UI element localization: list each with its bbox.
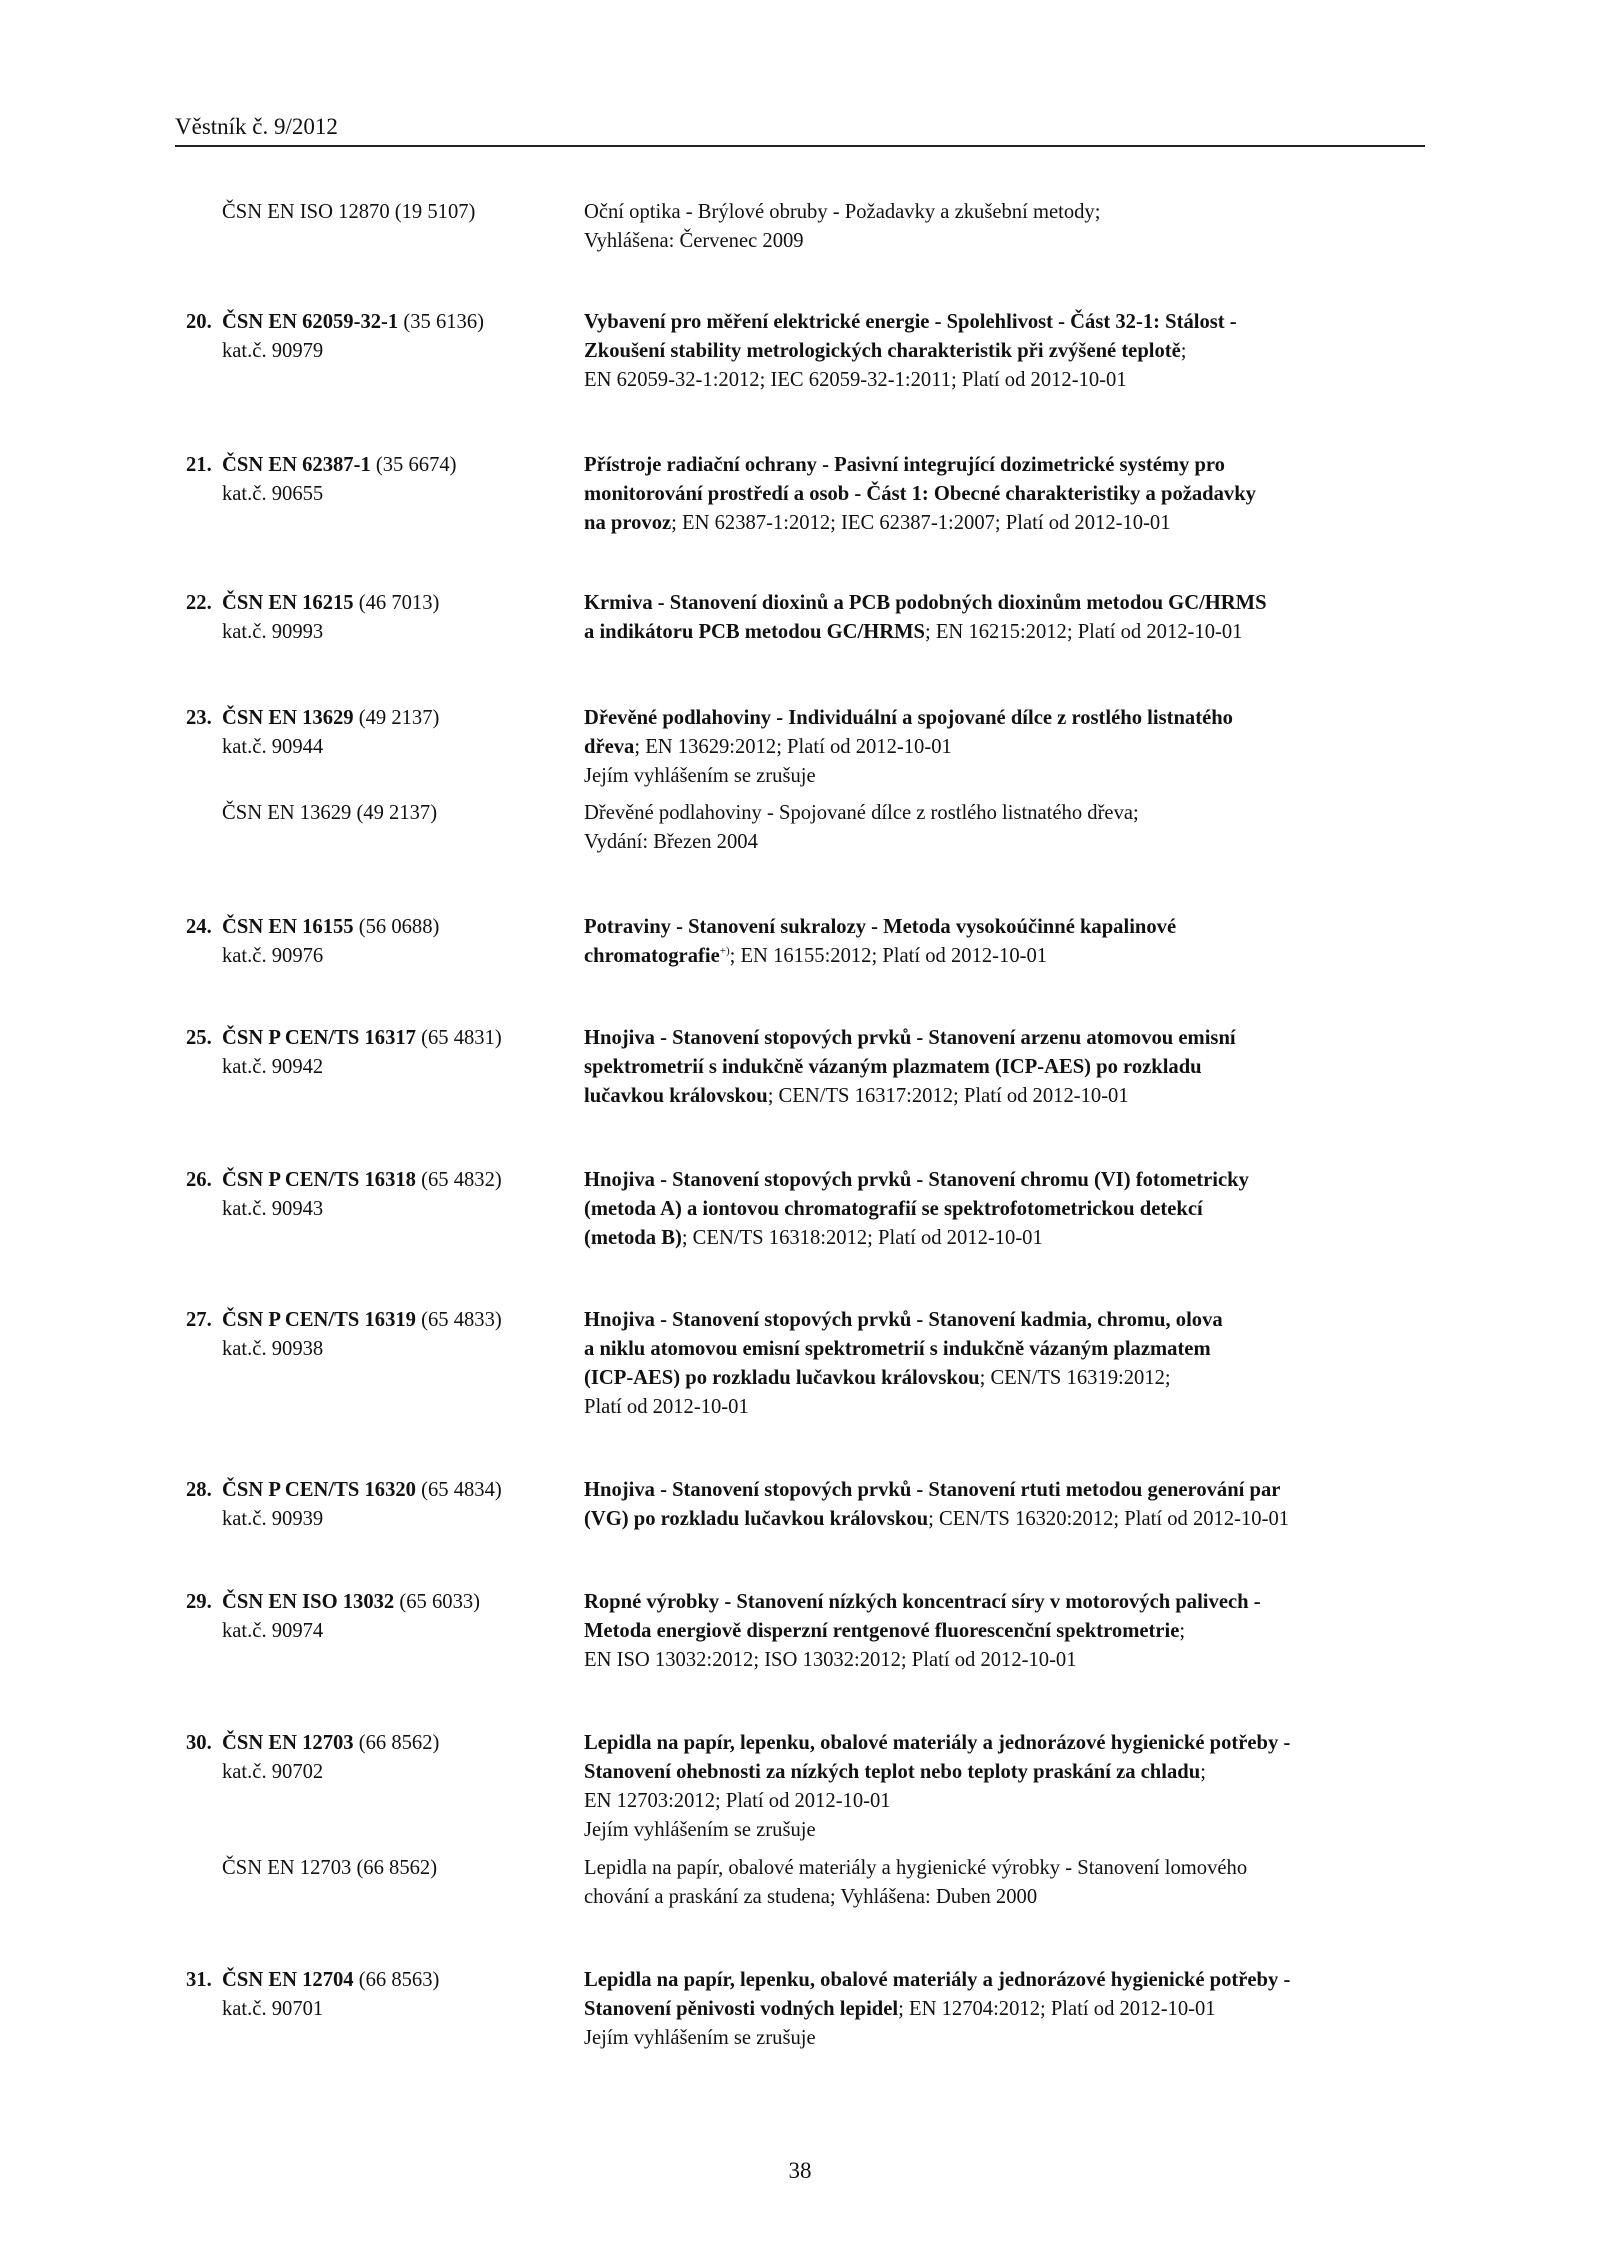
standard-title: Hnojiva - Stanovení stopových prvků - Stanovení kadmia, chromu, olova bbox=[584, 1309, 1223, 1331]
standard-title: chromatografie bbox=[584, 945, 720, 967]
standard-designation bbox=[186, 1729, 576, 1787]
standard-description bbox=[584, 451, 1444, 538]
standard-title: a niklu atomovou emisní spektrometrií s indukčně vázaným plazmatem bbox=[584, 1338, 1211, 1360]
entry-number: 30. bbox=[186, 1732, 212, 1754]
classification-code: (49 2137) bbox=[353, 707, 440, 729]
classification-code: (56 0688) bbox=[353, 916, 440, 938]
description-line bbox=[584, 1854, 1444, 1883]
description-line bbox=[584, 1224, 1444, 1253]
catalog-number: kat.č. 90942 bbox=[222, 1056, 324, 1078]
standard-title: Hnojiva - Stanovení stopových prvků - Stanovení arzenu atomovou emisní bbox=[584, 1027, 1236, 1049]
standard-title: (metoda B) bbox=[584, 1227, 682, 1249]
standard-title: Zkoušení stability metrologických charakteristik při zvýšené teplotě bbox=[584, 340, 1181, 362]
entry-number: 23. bbox=[186, 707, 212, 729]
standard-title: spektrometrií s indukčně vázaným plazmatem (ICP-AES) po rozkladu bbox=[584, 1056, 1202, 1078]
standard-description bbox=[584, 1966, 1444, 2053]
description-line bbox=[584, 799, 1444, 828]
entry-number: 29. bbox=[186, 1591, 212, 1613]
description-line bbox=[584, 589, 1444, 618]
standard-details: Vyhlášena: Červenec 2009 bbox=[584, 230, 804, 252]
entry-number: 26. bbox=[186, 1169, 212, 1191]
standard-details: Lepidla na papír, obalové materiály a hygienické výrobky - Stanovení lomového bbox=[584, 1857, 1248, 1879]
classification-code: (66 8563) bbox=[353, 1969, 440, 1991]
standard-designation bbox=[186, 589, 576, 647]
catalog-number: kat.č. 90974 bbox=[222, 1620, 324, 1642]
standard-title: Metoda energiově disperzní rentgenové fluorescenční spektrometrie bbox=[584, 1620, 1180, 1642]
standard-code: ČSN EN 12704 bbox=[222, 1969, 354, 1991]
catalog-number: kat.č. 90976 bbox=[222, 945, 324, 967]
catalog-number: kat.č. 90944 bbox=[222, 736, 324, 758]
description-line bbox=[584, 1024, 1444, 1053]
description-line bbox=[584, 1393, 1444, 1422]
catalog-number: kat.č. 90702 bbox=[222, 1761, 324, 1783]
description-line bbox=[584, 733, 1444, 762]
entry-number: 24. bbox=[186, 916, 212, 938]
journal-title: Věstník č. 9/2012 bbox=[175, 114, 338, 139]
description-line bbox=[584, 308, 1444, 337]
standard-code: ČSN P CEN/TS 16319 bbox=[222, 1309, 416, 1331]
standard-designation bbox=[186, 1588, 576, 1646]
description-line bbox=[584, 1883, 1444, 1912]
footnote-marker: +) bbox=[719, 945, 730, 957]
classification-code: (35 6136) bbox=[398, 311, 484, 333]
standard-designation bbox=[186, 1966, 576, 2024]
standard-title: monitorování prostředí a osob - Část 1: Obecné charakteristiky a požadavky bbox=[584, 483, 1256, 505]
standard-details: ; bbox=[1200, 1761, 1206, 1783]
description-line bbox=[584, 1758, 1444, 1787]
description-line bbox=[584, 1787, 1444, 1816]
entry-number: 27. bbox=[186, 1309, 212, 1331]
standard-description bbox=[584, 1729, 1444, 1845]
standard-code: ČSN EN 13629 (49 2137) bbox=[222, 802, 438, 824]
catalog-number: kat.č. 90939 bbox=[222, 1508, 324, 1530]
entry-number: 31. bbox=[186, 1969, 212, 1991]
description-line bbox=[584, 198, 1444, 227]
standard-details: ; EN 16155:2012; Platí od 2012-10-01 bbox=[729, 945, 1048, 967]
standard-title: Hnojiva - Stanovení stopových prvků - Stanovení rtuti metodou generování par bbox=[584, 1479, 1281, 1501]
standard-designation bbox=[186, 799, 576, 828]
standard-code: ČSN EN 16155 bbox=[222, 916, 354, 938]
standard-description bbox=[584, 1166, 1444, 1253]
standard-details: ; bbox=[1179, 1620, 1186, 1642]
description-line bbox=[584, 2024, 1444, 2053]
standard-title: Potraviny - Stanovení sukralozy - Metoda vysokoúčinné kapalinové bbox=[584, 916, 1177, 938]
description-line bbox=[584, 942, 1444, 971]
standard-details: Jejím vyhlášením se zrušuje bbox=[584, 2027, 816, 2049]
entry-number: 21. bbox=[186, 454, 212, 476]
catalog-number: kat.č. 90701 bbox=[222, 1998, 324, 2020]
description-line bbox=[584, 1053, 1444, 1082]
standard-details: Jejím vyhlášením se zrušuje bbox=[584, 1819, 816, 1841]
standard-title: Stanovení ohebnosti za nízkých teplot nebo teploty praskání za chladu bbox=[584, 1761, 1201, 1783]
standard-title: Lepidla na papír, lepenku, obalové materiály a jednorázové hygienické potřeby - bbox=[584, 1969, 1291, 1991]
classification-code: (35 6674) bbox=[370, 454, 457, 476]
description-line bbox=[584, 828, 1444, 857]
standard-code: ČSN EN ISO 12870 (19 5107) bbox=[222, 201, 476, 223]
classification-code: (46 7013) bbox=[353, 592, 440, 614]
catalog-number: kat.č. 90993 bbox=[222, 621, 324, 643]
standard-details: EN 62059-32-1:2012; IEC 62059-32-1:2011; Platí od 2012-10-01 bbox=[584, 369, 1127, 391]
catalog-number: kat.č. 90938 bbox=[222, 1338, 324, 1360]
description-line bbox=[584, 509, 1444, 538]
standard-title: Vybavení pro měření elektrické energie - Spolehlivost - Část 32-1: Stálost - bbox=[584, 311, 1237, 333]
standard-details: ; bbox=[1180, 340, 1187, 362]
entry-number: 20. bbox=[186, 311, 212, 333]
standard-details: Jejím vyhlášením se zrušuje bbox=[584, 765, 816, 787]
standard-title: (metoda A) a iontovou chromatografií se spektrofotometrickou detekcí bbox=[584, 1198, 1203, 1220]
standard-description bbox=[584, 1854, 1444, 1912]
standard-description bbox=[584, 198, 1444, 256]
description-line bbox=[584, 1588, 1444, 1617]
description-line bbox=[584, 337, 1444, 366]
classification-code: (65 4832) bbox=[415, 1169, 502, 1191]
classification-code: (65 6033) bbox=[394, 1591, 481, 1613]
standard-description bbox=[584, 1024, 1444, 1111]
standard-details: ; EN 16215:2012; Platí od 2012-10-01 bbox=[924, 621, 1243, 643]
classification-code: (66 8562) bbox=[353, 1732, 440, 1754]
description-line bbox=[584, 1617, 1444, 1646]
standard-details: chování a praskání za studena; Vyhlášena: Duben 2000 bbox=[584, 1886, 1038, 1908]
standard-code: ČSN P CEN/TS 16317 bbox=[222, 1027, 416, 1049]
description-line bbox=[584, 618, 1444, 647]
standard-description bbox=[584, 308, 1444, 395]
standard-title: Krmiva - Stanovení dioxinů a PCB podobných dioxinům metodou GC/HRMS bbox=[584, 592, 1267, 614]
standard-description bbox=[584, 1588, 1444, 1675]
standard-code: ČSN EN 12703 bbox=[222, 1732, 354, 1754]
standard-title: Stanovení pěnivosti vodných lepidel bbox=[584, 1998, 899, 2020]
description-line bbox=[584, 1166, 1444, 1195]
standard-title: lučavkou královskou bbox=[584, 1085, 768, 1107]
standard-details: ; EN 13629:2012; Platí od 2012-10-01 bbox=[634, 736, 952, 758]
standard-designation bbox=[186, 198, 576, 227]
description-line bbox=[584, 913, 1444, 942]
standard-details: ; EN 62387-1:2012; IEC 62387-1:2007; Platí od 2012-10-01 bbox=[671, 512, 1171, 534]
standard-details: Vydání: Březen 2004 bbox=[584, 831, 758, 853]
description-line bbox=[584, 1335, 1444, 1364]
standard-code: ČSN P CEN/TS 16318 bbox=[222, 1169, 416, 1191]
standard-details: ; CEN/TS 16318:2012; Platí od 2012-10-01 bbox=[681, 1227, 1043, 1249]
standard-designation bbox=[186, 913, 576, 971]
standard-title: Přístroje radiační ochrany - Pasivní integrující dozimetrické systémy pro bbox=[584, 454, 1225, 476]
description-line bbox=[584, 480, 1444, 509]
description-line bbox=[584, 1995, 1444, 2024]
standard-designation bbox=[186, 1166, 576, 1224]
header-divider bbox=[175, 145, 1425, 147]
description-line bbox=[584, 1505, 1444, 1534]
standard-details: ; CEN/TS 16320:2012; Platí od 2012-10-01 bbox=[928, 1508, 1290, 1530]
standard-title: a indikátoru PCB metodou GC/HRMS bbox=[584, 621, 925, 643]
description-line bbox=[584, 1476, 1444, 1505]
standard-title: Dřevěné podlahoviny - Individuální a spojované dílce z rostlého listnatého bbox=[584, 707, 1233, 729]
standard-designation bbox=[186, 1476, 576, 1534]
standard-title: (VG) po rozkladu lučavkou královskou bbox=[584, 1508, 929, 1530]
standard-title: na provoz bbox=[584, 512, 672, 534]
catalog-number: kat.č. 90655 bbox=[222, 483, 324, 505]
description-line bbox=[584, 366, 1444, 395]
description-line bbox=[584, 451, 1444, 480]
standard-code: ČSN EN 62387-1 bbox=[222, 454, 371, 476]
description-line bbox=[584, 762, 1444, 791]
page-number: 38 bbox=[788, 2158, 812, 2183]
standard-code: ČSN EN 12703 (66 8562) bbox=[222, 1857, 438, 1879]
standard-designation bbox=[186, 1024, 576, 1082]
standard-code: ČSN EN 62059-32-1 bbox=[222, 311, 399, 333]
standard-designation bbox=[186, 451, 576, 509]
standard-designation bbox=[186, 1854, 576, 1883]
standard-title: Lepidla na papír, lepenku, obalové materiály a jednorázové hygienické potřeby - bbox=[584, 1732, 1291, 1754]
standard-description bbox=[584, 704, 1444, 791]
description-line bbox=[584, 1195, 1444, 1224]
classification-code: (65 4833) bbox=[415, 1309, 502, 1331]
description-line bbox=[584, 1306, 1444, 1335]
standard-designation bbox=[186, 308, 576, 366]
description-line bbox=[584, 704, 1444, 733]
description-line bbox=[584, 1816, 1444, 1845]
description-line bbox=[584, 1729, 1444, 1758]
entry-number: 28. bbox=[186, 1479, 212, 1501]
classification-code: (65 4834) bbox=[415, 1479, 502, 1501]
standard-details: EN 12703:2012; Platí od 2012-10-01 bbox=[584, 1790, 891, 1812]
standard-code: ČSN EN ISO 13032 bbox=[222, 1591, 395, 1613]
standard-title: Hnojiva - Stanovení stopových prvků - Stanovení chromu (VI) fotometricky bbox=[584, 1169, 1249, 1191]
standard-title: (ICP-AES) po rozkladu lučavkou královskou bbox=[584, 1367, 980, 1389]
standard-details: EN ISO 13032:2012; ISO 13032:2012; Platí od 2012-10-01 bbox=[584, 1649, 1077, 1671]
standard-description bbox=[584, 589, 1444, 647]
catalog-number: kat.č. 90943 bbox=[222, 1198, 324, 1220]
standard-details: Dřevěné podlahoviny - Spojované dílce z rostlého listnatého dřeva; bbox=[584, 802, 1139, 824]
description-line bbox=[584, 1966, 1444, 1995]
description-line bbox=[584, 1646, 1444, 1675]
standard-designation bbox=[186, 704, 576, 762]
description-line bbox=[584, 1364, 1444, 1393]
standard-title: dřeva bbox=[584, 736, 635, 758]
standard-details: ; CEN/TS 16319:2012; bbox=[979, 1367, 1171, 1389]
standard-details: ; CEN/TS 16317:2012; Platí od 2012-10-01 bbox=[767, 1085, 1129, 1107]
standard-designation bbox=[186, 1306, 576, 1364]
standard-description bbox=[584, 1306, 1444, 1422]
standard-details: ; EN 12704:2012; Platí od 2012-10-01 bbox=[898, 1998, 1216, 2020]
description-line bbox=[584, 1082, 1444, 1111]
catalog-number: kat.č. 90979 bbox=[222, 340, 324, 362]
standard-title: Ropné výrobky - Stanovení nízkých koncentrací síry v motorových palivech - bbox=[584, 1591, 1261, 1613]
description-line bbox=[584, 227, 1444, 256]
classification-code: (65 4831) bbox=[415, 1027, 502, 1049]
standard-description bbox=[584, 799, 1444, 857]
standard-code: ČSN P CEN/TS 16320 bbox=[222, 1479, 416, 1501]
standard-code: ČSN EN 16215 bbox=[222, 592, 354, 614]
entry-number: 22. bbox=[186, 592, 212, 614]
entry-number: 25. bbox=[186, 1027, 212, 1049]
standard-description bbox=[584, 1476, 1444, 1534]
standard-details: Platí od 2012-10-01 bbox=[584, 1396, 749, 1418]
standard-code: ČSN EN 13629 bbox=[222, 707, 354, 729]
standard-details: Oční optika - Brýlové obruby - Požadavky a zkušební metody; bbox=[584, 201, 1101, 223]
standard-description bbox=[584, 913, 1444, 971]
